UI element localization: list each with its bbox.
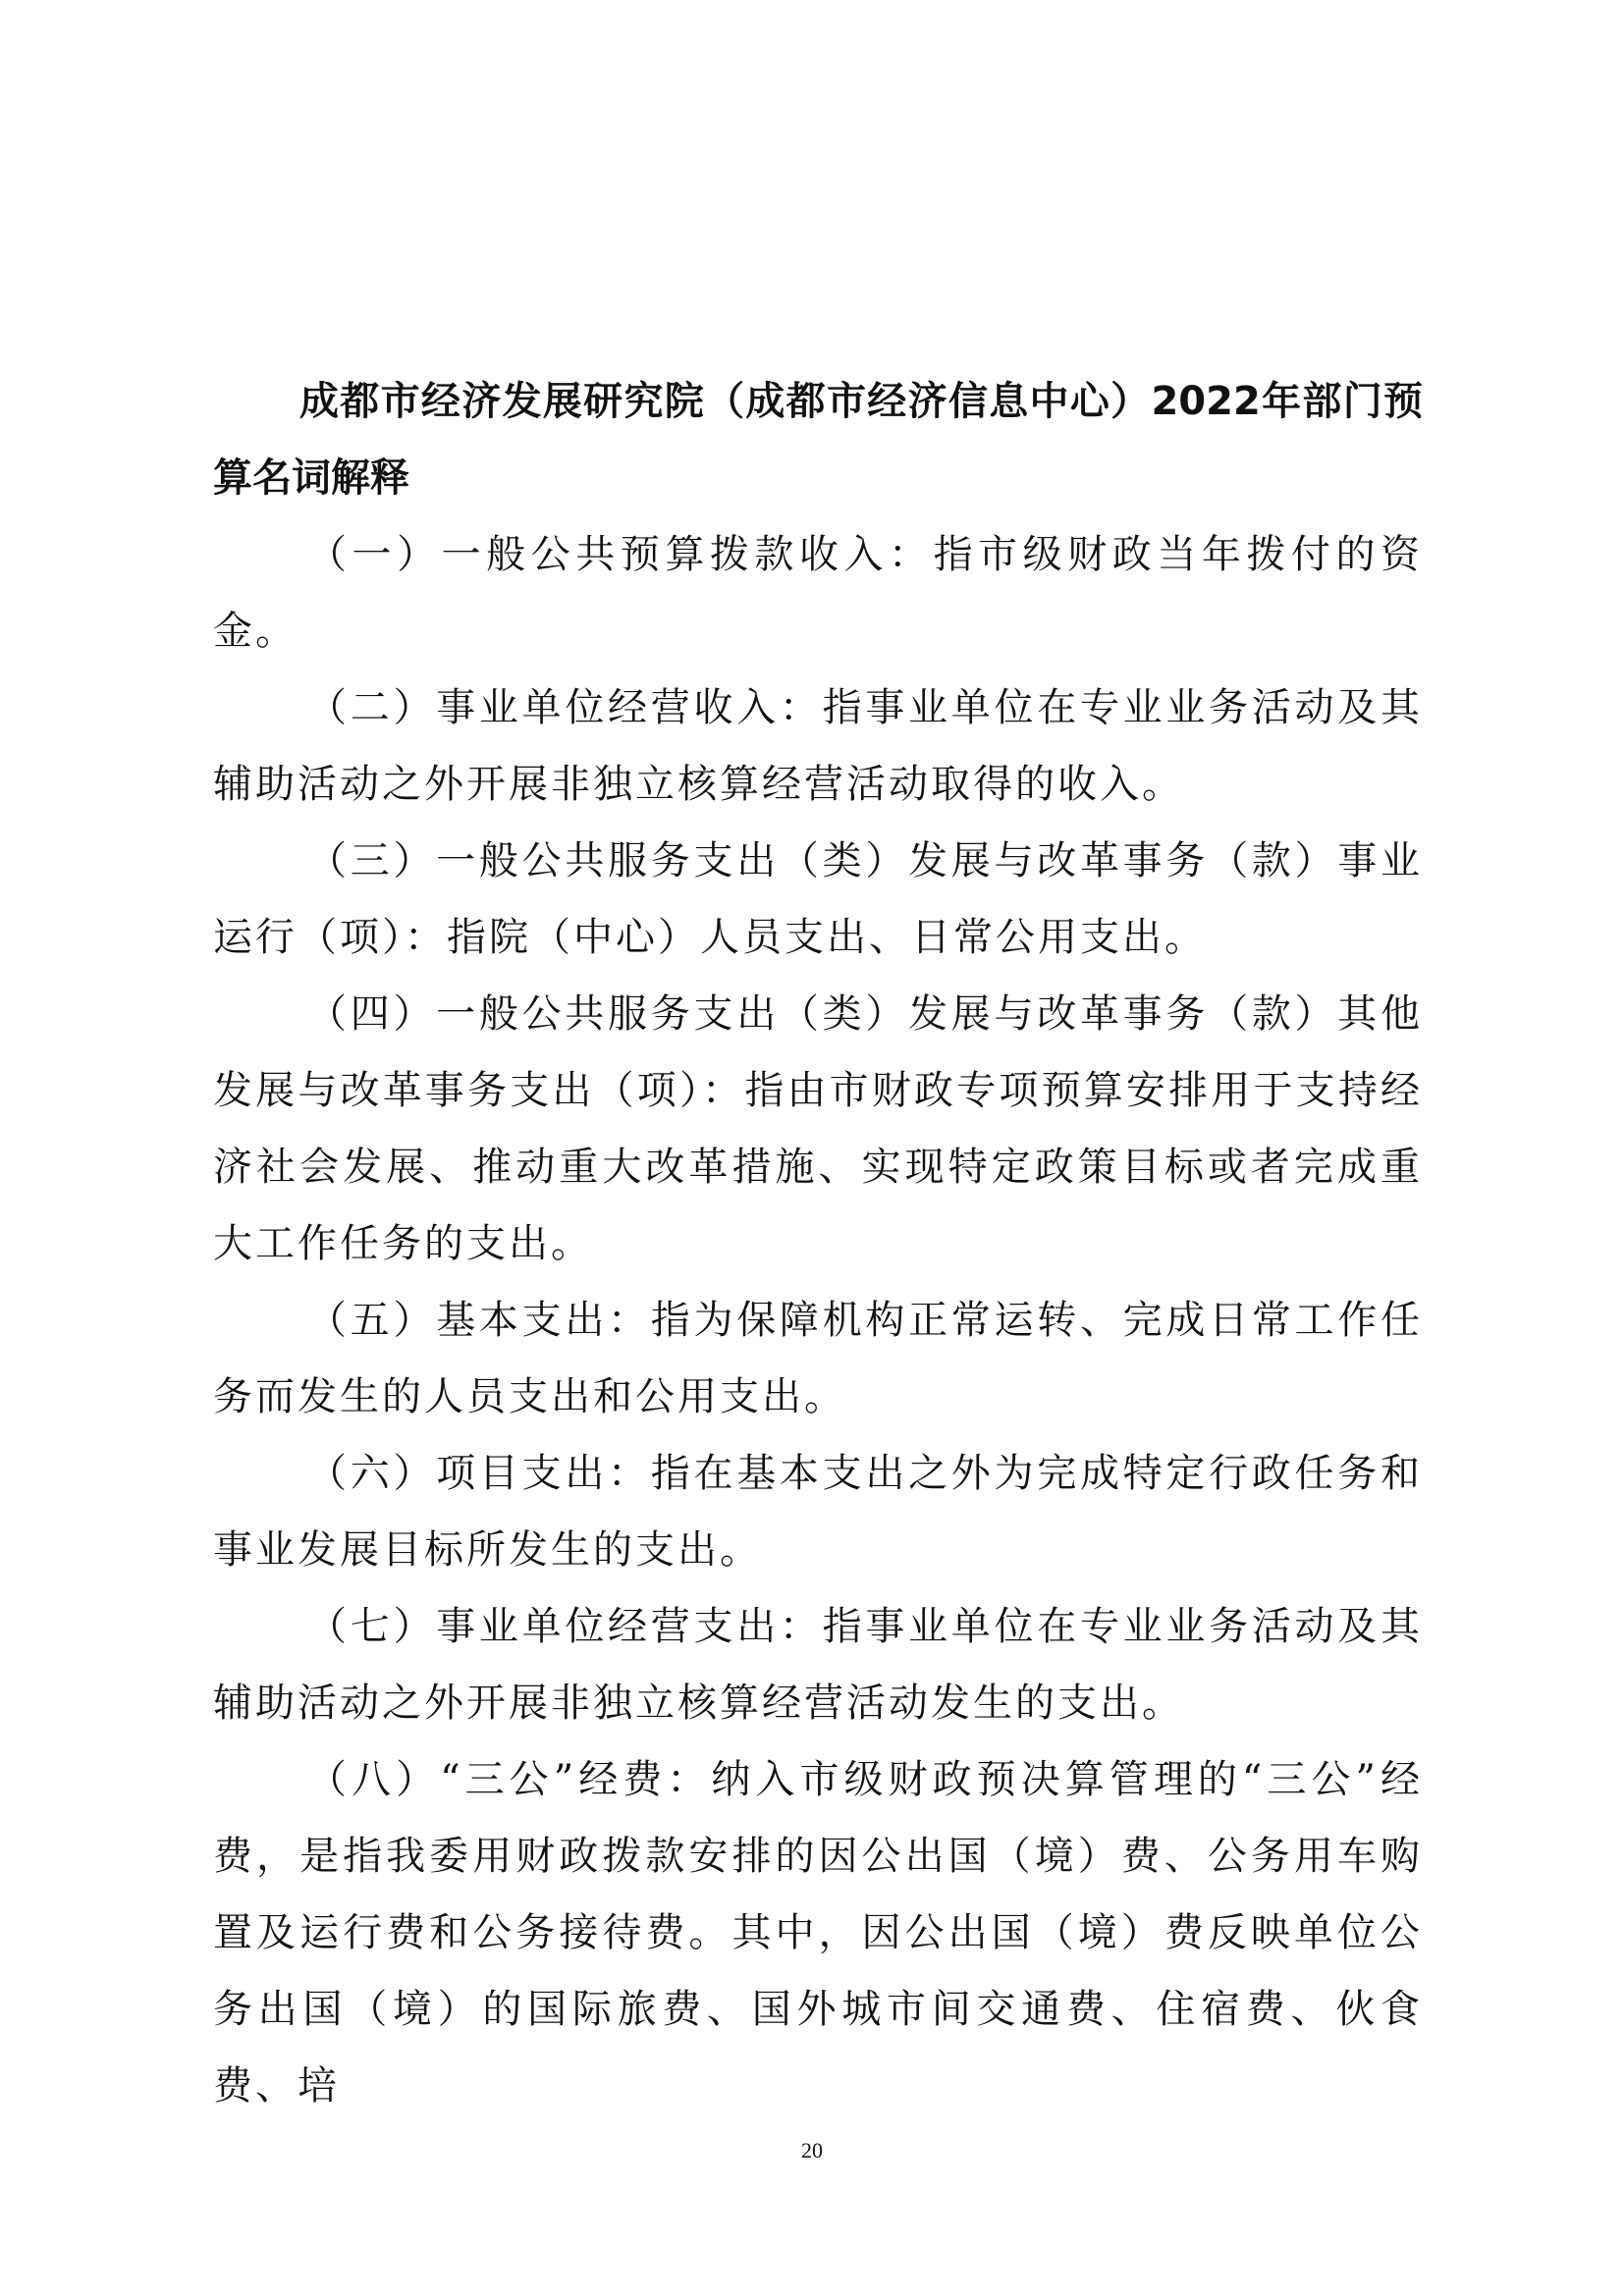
paragraph-6: （六）项目支出：指在基本支出之外为完成特定行政任务和事业发展目标所发生的支出。 bbox=[213, 1451, 1423, 1573]
paragraph-2: （二）事业单位经营收入：指事业单位在专业业务活动及其辅助活动之外开展非独立核算经营活动取得的收入。 bbox=[213, 685, 1423, 807]
paragraph-1: （一）一般公共预算拨款收入：指市级财政当年拨付的资金。 bbox=[213, 532, 1423, 654]
document-body bbox=[213, 363, 1423, 2124]
paragraph-5: （五）基本支出：指为保障机构正常运转、完成日常工作任务而发生的人员支出和公用支出。 bbox=[213, 1298, 1423, 1419]
paragraph-3: （三）一般公共服务支出（类）发展与改革事务（款）事业运行（项）：指院（中心）人员支出、日常公用支出。 bbox=[213, 838, 1423, 960]
page-number: 20 bbox=[801, 2138, 823, 2163]
paragraph-7: （七）事业单位经营支出：指事业单位在专业业务活动及其辅助活动之外开展非独立核算经营活动发生的支出。 bbox=[213, 1604, 1423, 1726]
document-title: 成都市经济发展研究院（成都市经济信息中心）2022年部门预算名词解释 bbox=[213, 379, 1423, 501]
paragraph-8: （八）“三公”经费：纳入市级财政预决算管理的“三公”经费，是指我委用财政拨款安排的因公出国（境）费、公务用车购置及运行费和公务接待费。其中，因公出国（境）费反映单位公务出国（境）的国际旅费、国外城市间交通费、住宿费、伙食费、培 bbox=[213, 1757, 1423, 2109]
paragraph-4: （四）一般公共服务支出（类）发展与改革事务（款）其他发展与改革事务支出（项）：指由市财政专项预算安排用于支持经济社会发展、推动重大改革措施、实现特定政策目标或者完成重大工作任务的支出。 bbox=[213, 991, 1423, 1266]
